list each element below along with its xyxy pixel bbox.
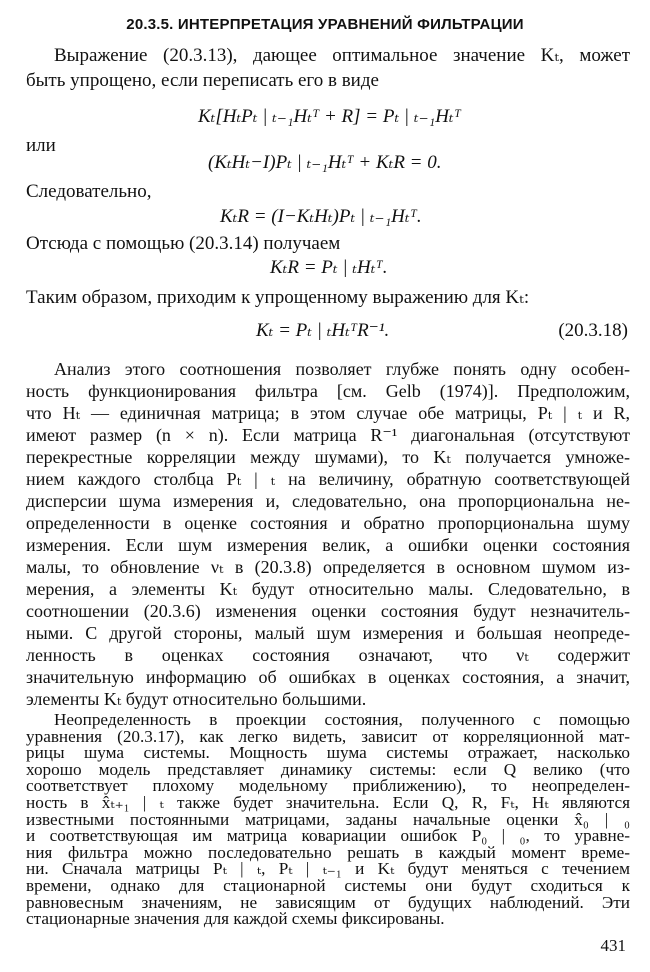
paragraph-1-line: значительную информацию об ошибках в оценках состояния, а значит, xyxy=(26,667,630,687)
paragraph-1-line: ность функционирования фильтра [см. Gelb (1974)]. Предположим, xyxy=(26,381,630,401)
paragraph-1-line: перекрестные корреляции между шумами), то Kₜ получается умноже- xyxy=(26,447,630,467)
paragraph-2-line: ни. Сначала матрицы Pₜ | ₜ, Pₜ | ₜ₋₁ и Kₜ будут меняться с течением xyxy=(26,859,630,879)
page-number: 431 xyxy=(600,936,626,955)
paragraph-2-line: рицы шума системы. Мощность шума системы отражает, насколько xyxy=(26,743,630,763)
paragraph-2-line: ность в x̂ₜ₊₁ | ₜ также будет значительна. Если Q, R, Fₜ, Hₜ являются xyxy=(26,793,630,812)
paragraph-1-line: мерения, а элементы Kₜ будут относительно малы. Следовательно, в xyxy=(26,579,630,599)
paragraph-1-line: измерения. Если шум измерения велик, а ошибки оценки состояния xyxy=(26,535,630,555)
paragraph-1-line: соотношении (20.3.6) изменения оценки состояния будут незначитель- xyxy=(26,601,630,621)
line-thus: Таким образом, приходим к упрощенному выражению для Kₜ: xyxy=(26,287,530,308)
paragraph-1-line: ленность в оценках состояния означают, что νₜ содержит xyxy=(26,645,630,665)
paragraph-1-line: ными. С другой стороны, малый шум измерения и большая неопреде- xyxy=(26,623,630,643)
word-therefore: Следовательно, xyxy=(26,181,152,202)
formula-4: KₜR = Pₜ | ₜHₜᵀ. xyxy=(270,257,388,278)
paragraph-2-line: стационарные значения для каждой схемы фиксированы. xyxy=(26,909,445,929)
line-hence: Отсюда с помощью (20.3.14) получаем xyxy=(26,233,341,254)
equation-number: (20.3.18) xyxy=(558,320,628,341)
word-or: или xyxy=(26,135,56,156)
paragraph-1-line: имеют размер (n × n). Если матрица R⁻¹ диагональная (отсутствуют xyxy=(26,425,630,445)
paragraph-2-line: известными постоянными матрицами, заданы начальные оценки x̂₀ | ₀ xyxy=(26,809,630,829)
paragraph-2-line: и соответствующая им матрица ковариации ошибок P₀ | ₀, то уравне- xyxy=(26,826,630,846)
paragraph-1-line: что Hₜ — единичная матрица; в этом случае обе матрицы, Pₜ | ₜ и R, xyxy=(26,403,630,423)
paragraph-1-line: малы, то обновление νₜ в (20.3.8) определяется в основном шумом из- xyxy=(26,557,630,577)
formula-2: (KₜHₜ−I)Pₜ | ₜ₋₁Hₜᵀ + KₜR = 0. xyxy=(208,152,442,173)
paragraph-2-line: уравнения (20.3.17), как легко видеть, зависит от корреляционной мат- xyxy=(26,726,630,746)
section-heading: 20.3.5. ИНТЕРПРЕТАЦИЯ УРАВНЕНИЙ ФИЛЬТРАЦИИ xyxy=(126,16,524,33)
paragraph-2-line: хорошо модель представляет динамику системы: если Q велико (что xyxy=(26,759,630,779)
formula-3: KₜR = (I−KₜHₜ)Pₜ | ₜ₋₁Hₜᵀ. xyxy=(220,206,422,227)
formula-1: Kₜ[HₜPₜ | ₜ₋₁Hₜᵀ + R] = Pₜ | ₜ₋₁Hₜᵀ xyxy=(198,106,461,127)
formula-5: Kₜ = Pₜ | ₜHₜᵀR⁻¹. xyxy=(256,320,390,341)
paragraph-2-line: Неопределенность в проекции состояния, полученного с помощью xyxy=(54,710,630,729)
paragraph-1-line: элементы Kₜ будут относительно большими. xyxy=(26,689,367,709)
paragraph-1-line: Анализ этого соотношения позволяет глубже понять одну особен- xyxy=(54,359,630,379)
paragraph-1-line: дисперсии шума измерения и, следовательно, она пропорциональна не- xyxy=(26,491,630,511)
paragraph-2-line: соответствует плохому модельному приближению), то неопределен- xyxy=(26,776,630,796)
paragraph-2-line: ния фильтра можно последовательно решать в каждый момент време- xyxy=(26,842,630,862)
paragraph-1-line: нием каждого столбца Pₜ | ₜ на величину, обратную соответствующей xyxy=(26,469,630,489)
intro-line-2: быть упрощено, если переписать его в виде xyxy=(26,70,379,91)
paragraph-2-line: равновесным значениям, не зависящим от будущих наблюдений. Эти xyxy=(26,892,630,912)
paragraph-2-line: времени, однако для стационарной системы они будут сходиться к xyxy=(26,876,630,895)
intro-line-1: Выражение (20.3.13), дающее оптимальное значение Kₜ, может xyxy=(54,45,630,66)
paragraph-1-line: определенности в оценке состояния и обратно пропорциональна шуму xyxy=(26,513,630,533)
